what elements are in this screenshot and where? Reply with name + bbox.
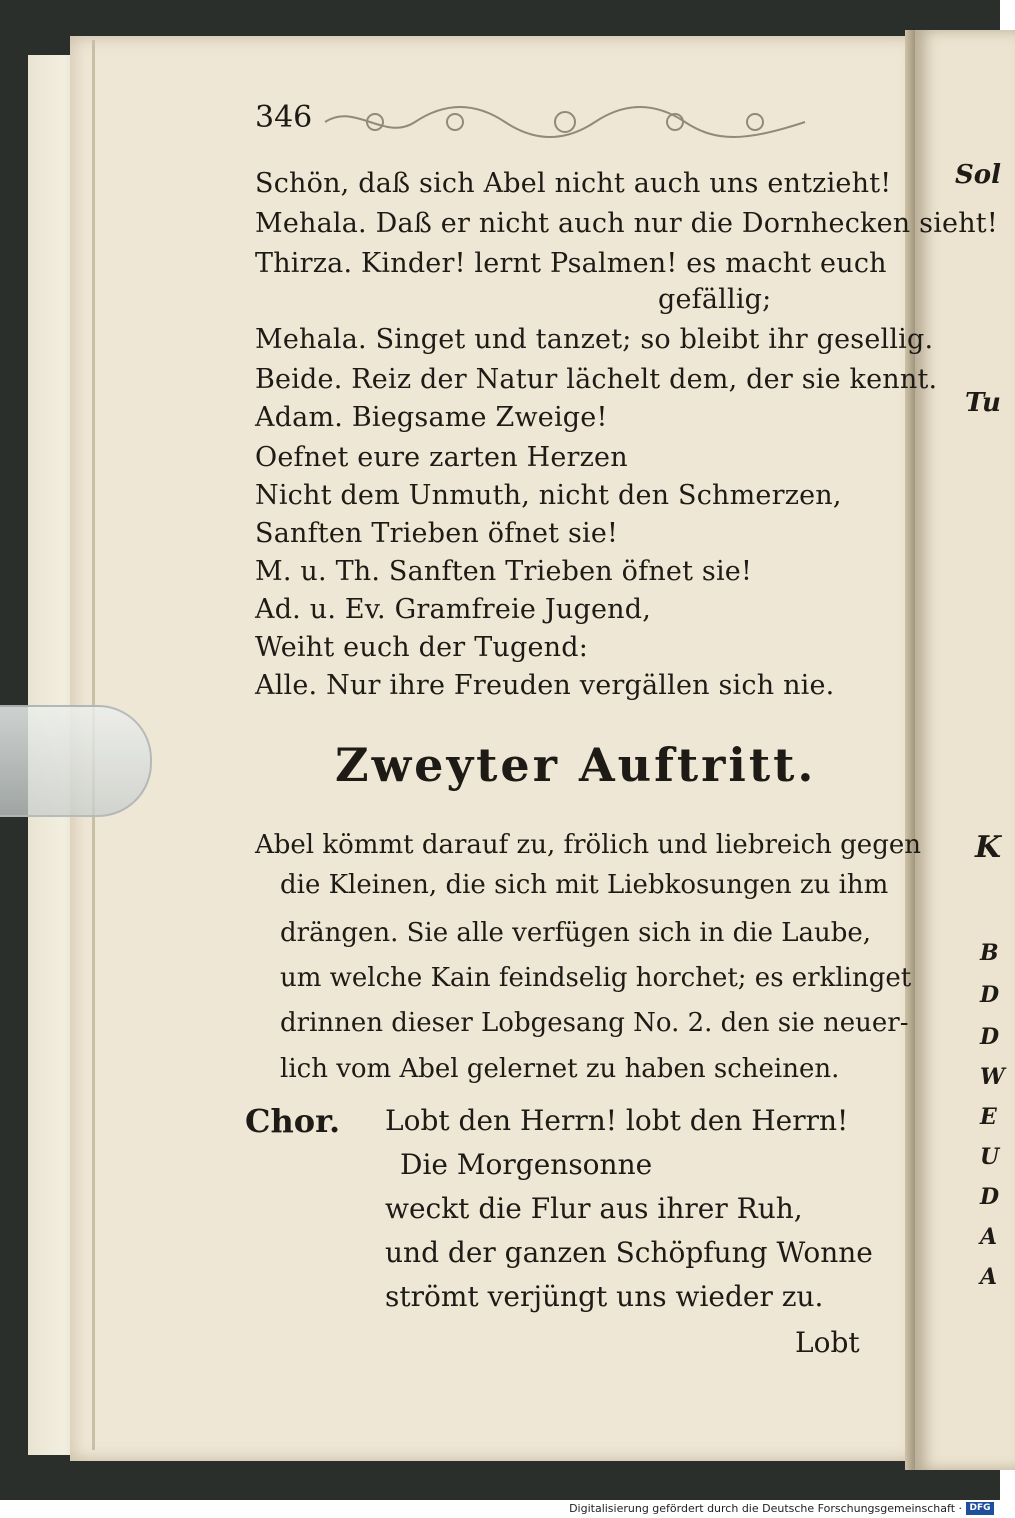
chor-line-2: Die Morgensonne [400, 1148, 653, 1181]
right-page-fragment: A [980, 1224, 998, 1250]
right-page-fragment: B [980, 940, 999, 966]
chor-label: Chor. [245, 1102, 341, 1140]
catchword: Lobt [795, 1326, 860, 1359]
footer-credit: Digitalisierung gefördert durch die Deutsche Forschungsgemeinschaft · [569, 1502, 962, 1515]
scene-heading: Zweyter Auftritt. [335, 738, 817, 792]
verse-line-4: gefällig; [658, 284, 772, 315]
verse-line-9: Nicht dem Unmuth, nicht den Schmerzen, [255, 480, 842, 511]
verse-line-6: Beide. Reiz der Natur lächelt dem, der sie kennt. [255, 364, 938, 395]
right-page-fragment: Sol [955, 160, 1001, 190]
dfg-logo-icon: DFG [966, 1502, 994, 1515]
chor-line-4: und der ganzen Schöpfung Wonne [385, 1236, 873, 1269]
verse-line-11: M. u. Th. Sanften Trieben öfnet sie! [255, 556, 753, 587]
right-page-fragment: D [980, 1024, 1000, 1050]
page-number: 346 [255, 100, 313, 135]
footer-bar [0, 1500, 1000, 1518]
chor-line-3: weckt die Flur aus ihrer Ruh, [385, 1192, 803, 1225]
verse-line-8: Oefnet eure zarten Herzen [255, 442, 628, 473]
right-page-fragment: K [975, 830, 1002, 865]
paragraph-line-1: Abel kömmt darauf zu, frölich und liebreich gegen [255, 830, 921, 860]
right-page-fragment: D [980, 1184, 1000, 1210]
verse-line-3: Thirza. Kinder! lernt Psalmen! es macht euch [255, 248, 887, 279]
right-page-fragment: U [980, 1144, 1000, 1170]
verse-line-14: Alle. Nur ihre Freuden vergällen sich nie. [255, 670, 835, 701]
ornament-flourish-icon [315, 98, 815, 146]
paragraph-line-4: um welche Kain feindselig horchet; es erklinget [280, 963, 912, 993]
chor-line-1: Lobt den Herrn! lobt den Herrn! [385, 1104, 849, 1137]
right-page-fragment: Tu [965, 388, 1001, 418]
verse-line-13: Weiht euch der Tugend: [255, 632, 589, 663]
verse-line-2: Mehala. Daß er nicht auch nur die Dornhecken sieht! [255, 208, 998, 239]
right-page [915, 30, 1015, 1470]
right-page-fragment: A [980, 1264, 998, 1290]
verse-line-12: Ad. u. Ev. Gramfreie Jugend, [255, 594, 652, 625]
paragraph-line-6: lich vom Abel gelernet zu haben scheinen. [280, 1054, 840, 1084]
paragraph-line-5: drinnen dieser Lobgesang No. 2. den sie neuer- [280, 1008, 909, 1038]
verse-line-7: Adam. Biegsame Zweige! [255, 402, 608, 433]
page-clip [0, 705, 152, 817]
paragraph-line-2: die Kleinen, die sich mit Liebkosungen zu ihm [280, 870, 889, 900]
verse-line-1: Schön, daß sich Abel nicht auch uns entzieht! [255, 168, 892, 199]
right-page-fragment: W [980, 1064, 1005, 1090]
right-page-fragment: D [980, 982, 1000, 1008]
verse-line-5: Mehala. Singet und tanzet; so bleibt ihr gesellig. [255, 324, 934, 355]
chor-line-5: strömt verjüngt uns wieder zu. [385, 1280, 824, 1313]
verse-line-10: Sanften Trieben öfnet sie! [255, 518, 619, 549]
right-page-fragment: E [980, 1104, 997, 1130]
paragraph-line-3: drängen. Sie alle verfügen sich in die Laube, [280, 918, 872, 948]
